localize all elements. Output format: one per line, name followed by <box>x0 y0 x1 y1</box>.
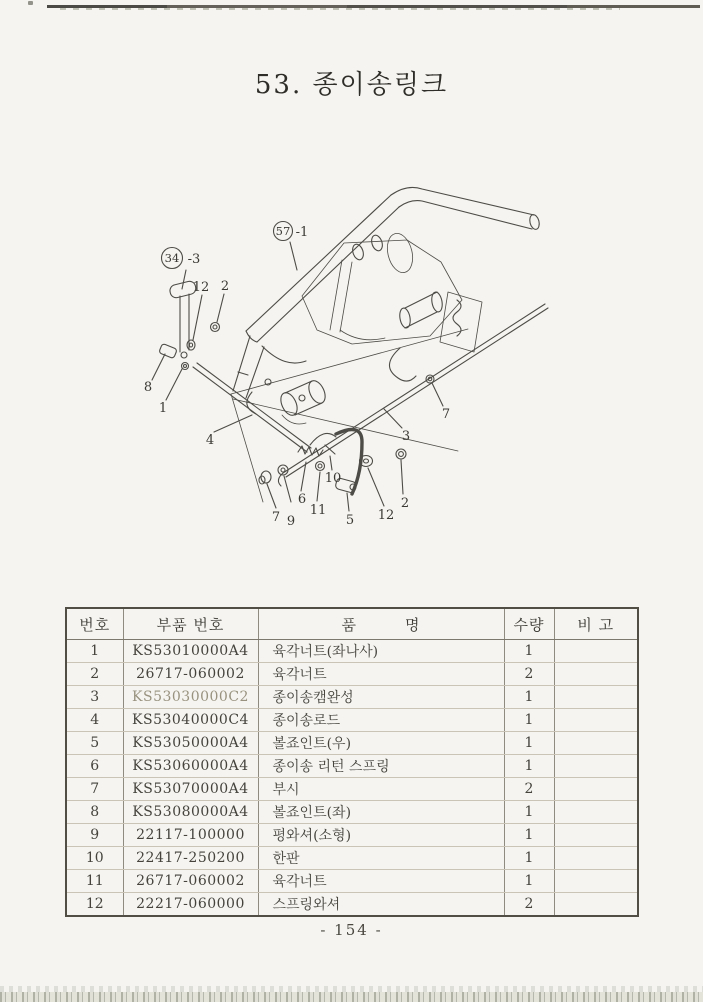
bottom-parts-cluster-drawing <box>231 304 548 502</box>
cell-name: 육각너트 <box>258 870 504 893</box>
cell-note <box>554 778 638 801</box>
cell-qty: 2 <box>504 778 554 801</box>
cell-name: 부시 <box>258 778 504 801</box>
cell-no: 2 <box>66 663 123 686</box>
cell-qty: 1 <box>504 640 554 663</box>
callout-8: 8 <box>143 380 153 395</box>
table-row <box>66 686 638 709</box>
callout-6: 6 <box>297 492 307 507</box>
callout-2-left: 2 <box>220 279 230 294</box>
cell-no: 8 <box>66 801 123 824</box>
callout-4: 4 <box>205 433 215 448</box>
cell-part-no: KS53010000A4 <box>123 640 258 663</box>
table-row <box>66 870 638 893</box>
cell-qty: 1 <box>504 824 554 847</box>
table-header-row <box>66 608 638 640</box>
cell-no: 6 <box>66 755 123 778</box>
cell-name: 스프링와셔 <box>258 893 504 917</box>
link-and-fasteners-drawing <box>159 280 311 452</box>
cell-name: 육각너트 <box>258 663 504 686</box>
callout-7-right: 7 <box>441 407 451 422</box>
cell-qty: 1 <box>504 847 554 870</box>
table-row <box>66 640 638 663</box>
cell-note <box>554 686 638 709</box>
cell-no: 7 <box>66 778 123 801</box>
callout-7-left: 7 <box>271 510 281 525</box>
callout-3: 3 <box>401 429 411 444</box>
col-header-no: 번호 <box>66 608 123 640</box>
table-row <box>66 824 638 847</box>
cell-no: 11 <box>66 870 123 893</box>
callout-ref-57-suffix: -1 <box>295 225 309 240</box>
callout-9: 9 <box>286 514 296 529</box>
machine-frame-drawing <box>233 187 541 398</box>
cell-qty: 1 <box>504 686 554 709</box>
cell-part-no: 26717-060002 <box>123 663 258 686</box>
cell-part-no: 22117-100000 <box>123 824 258 847</box>
cell-part-no: 22417-250200 <box>123 847 258 870</box>
table-row <box>66 709 638 732</box>
cell-name: 평와셔(소형) <box>258 824 504 847</box>
parts-table <box>65 607 639 917</box>
cell-note <box>554 732 638 755</box>
cell-part-no: KS53050000A4 <box>123 732 258 755</box>
cell-qty: 2 <box>504 893 554 917</box>
callout-ref-34: 34 <box>164 251 180 265</box>
col-header-part-no: 부품 번호 <box>123 608 258 640</box>
cell-no: 4 <box>66 709 123 732</box>
cell-part-no: KS53060000A4 <box>123 755 258 778</box>
cell-no: 1 <box>66 640 123 663</box>
cell-part-no: KS53030000C2 <box>123 686 258 709</box>
cell-note <box>554 663 638 686</box>
cell-note <box>554 847 638 870</box>
callout-ref-34-suffix: -3 <box>187 252 201 267</box>
page-title: 53. 종이송링크 <box>254 70 449 100</box>
cell-qty: 1 <box>504 801 554 824</box>
cell-no: 5 <box>66 732 123 755</box>
cell-name: 한판 <box>258 847 504 870</box>
cell-qty: 1 <box>504 755 554 778</box>
cell-name: 종이송 리턴 스프링 <box>258 755 504 778</box>
cell-part-no: 26717-060002 <box>123 870 258 893</box>
cell-name: 종이송로드 <box>258 709 504 732</box>
callout-1: 1 <box>158 401 168 416</box>
cell-note <box>554 824 638 847</box>
page-number: - 154 - <box>320 921 383 939</box>
cell-no: 9 <box>66 824 123 847</box>
col-header-name: 품 명 <box>258 608 504 640</box>
callout-11: 11 <box>309 503 327 518</box>
col-header-note: 비 고 <box>554 608 638 640</box>
cell-name: 볼죠인트(좌) <box>258 801 504 824</box>
callout-labels <box>144 222 450 530</box>
table-row <box>66 663 638 686</box>
cell-qty: 2 <box>504 663 554 686</box>
cell-qty: 1 <box>504 732 554 755</box>
callout-12-right: 12 <box>377 508 395 523</box>
cell-note <box>554 755 638 778</box>
callout-5: 5 <box>345 513 355 528</box>
cell-no: 12 <box>66 893 123 917</box>
cell-part-no: KS53040000C4 <box>123 709 258 732</box>
cell-qty: 1 <box>504 709 554 732</box>
cell-name: 볼죠인트(우) <box>258 732 504 755</box>
cell-no: 10 <box>66 847 123 870</box>
table-row <box>66 893 638 917</box>
callout-ref-57: 57 <box>275 224 291 238</box>
cell-note <box>554 870 638 893</box>
cell-no: 3 <box>66 686 123 709</box>
cell-note <box>554 640 638 663</box>
callout-12-left: 12 <box>192 280 210 295</box>
callout-2-right: 2 <box>400 496 410 511</box>
cell-part-no: KS53070000A4 <box>123 778 258 801</box>
cell-note <box>554 709 638 732</box>
cell-part-no: KS53080000A4 <box>123 801 258 824</box>
table-row <box>66 778 638 801</box>
cell-part-no: 22217-060000 <box>123 893 258 917</box>
table-row <box>66 755 638 778</box>
cell-name: 종이송캠완성 <box>258 686 504 709</box>
cell-note <box>554 801 638 824</box>
table-row <box>66 801 638 824</box>
table-row <box>66 732 638 755</box>
col-header-qty: 수량 <box>504 608 554 640</box>
table-row <box>66 847 638 870</box>
cell-name: 육각너트(좌나사) <box>258 640 504 663</box>
callout-10: 10 <box>324 471 342 486</box>
cell-qty: 1 <box>504 870 554 893</box>
cell-note <box>554 893 638 917</box>
